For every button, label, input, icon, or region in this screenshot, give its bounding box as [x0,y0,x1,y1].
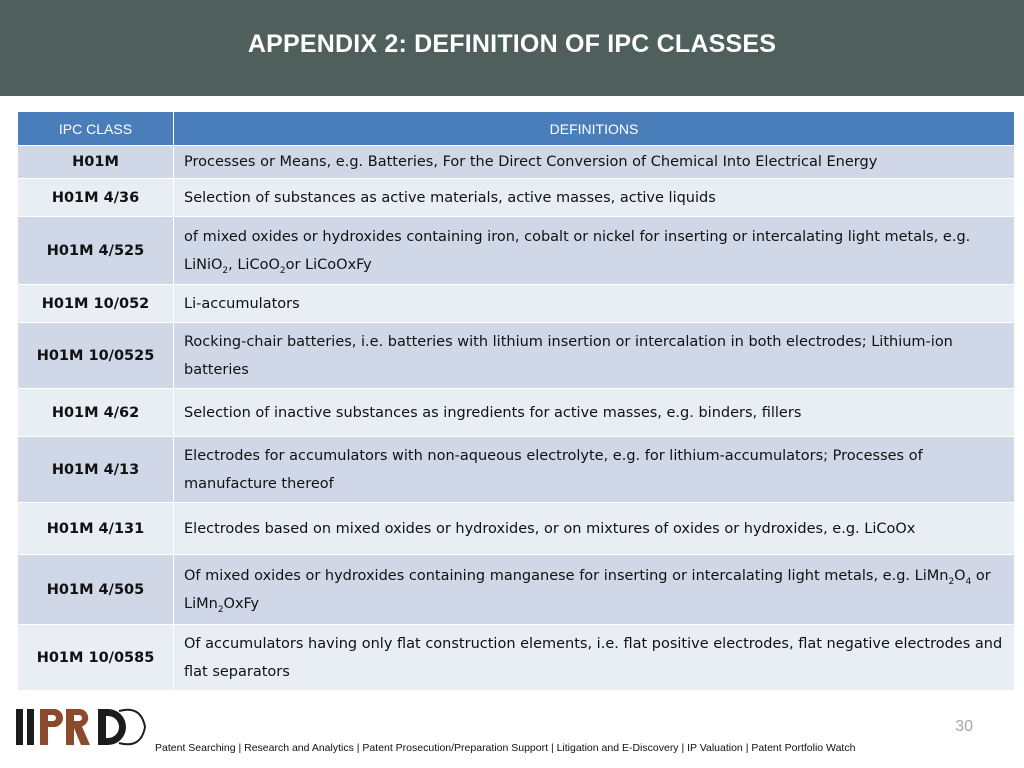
table-row [18,437,1015,503]
slide-title: APPENDIX 2: DEFINITION OF IPC CLASSES [247,30,777,58]
footer-services: Patent Searching | Research and Analytics | Patent Prosecution/Preparation Support | Litigation and E-Discovery | IP Valuation | Patent Portfolio Watch [155,742,856,754]
definition-cell: Of accumulators having only flat construction elements, i.e. flat positive electrodes, flat negative electrodes and flat separators [174,625,1015,691]
definition-cell: Processes or Means, e.g. Batteries, For the Direct Conversion of Chemical Into Electrical Energy [174,146,1015,179]
table-row [18,503,1015,555]
definition-cell: Electrodes based on mixed oxides or hydroxides, or on mixtures of oxides or hydroxides, e.g. LiCoOx [174,503,1015,555]
ipc-class-cell: H01M 4/131 [18,503,174,555]
table-row [18,285,1015,323]
definition-cell: Electrodes for accumulators with non-aqueous electrolyte, e.g. for lithium-accumulators; Processes of manufacture thereof [174,437,1015,503]
table-header-row [18,112,1015,146]
table-row [18,323,1015,389]
ipc-class-cell: H01M 4/36 [18,179,174,217]
definition-cell: of mixed oxides or hydroxides containing iron, cobalt or nickel for inserting or intercalating light metals, e.g. LiNiO$_2$, LiCoO$_2$or LiCoOxFy [174,217,1015,285]
ipc-class-cell: H01M 4/505 [18,555,174,625]
ipc-class-cell: H01M [18,146,174,179]
definition-cell: Of mixed oxides or hydroxides containing manganese for inserting or intercalating light metals, e.g. $LiMn_2O_4$ or LiMn$_2$OxFy [174,555,1015,625]
column-header-ipc-class: IPC CLASS [18,112,174,146]
table-row [18,146,1015,179]
definition-cell: Selection of substances as active materials, active masses, active liquids [174,179,1015,217]
table-row [18,555,1015,625]
definition-cell: Li-accumulators [174,285,1015,323]
ipc-class-cell: H01M 4/525 [18,217,174,285]
table-row [18,179,1015,217]
table-row [18,217,1015,285]
page-number: 30 [955,718,973,735]
table-row [18,389,1015,437]
ipc-class-cell: H01M 10/0585 [18,625,174,691]
ipc-class-cell: H01M 4/13 [18,437,174,503]
ipc-class-cell: H01M 10/0525 [18,323,174,389]
ipc-class-cell: H01M 10/052 [18,285,174,323]
definition-cell: Rocking-chair batteries, i.e. batteries with lithium insertion or intercalation in both electrodes; Lithium-ion batteries [174,323,1015,389]
definition-cell: Selection of inactive substances as ingredients for active masses, e.g. binders, fillers [174,389,1015,437]
ipc-definitions-table [17,111,1015,691]
column-header-definitions: DEFINITIONS [174,112,1015,146]
iiprd-logo [16,703,146,751]
table-row [18,625,1015,691]
ipc-class-cell: H01M 4/62 [18,389,174,437]
